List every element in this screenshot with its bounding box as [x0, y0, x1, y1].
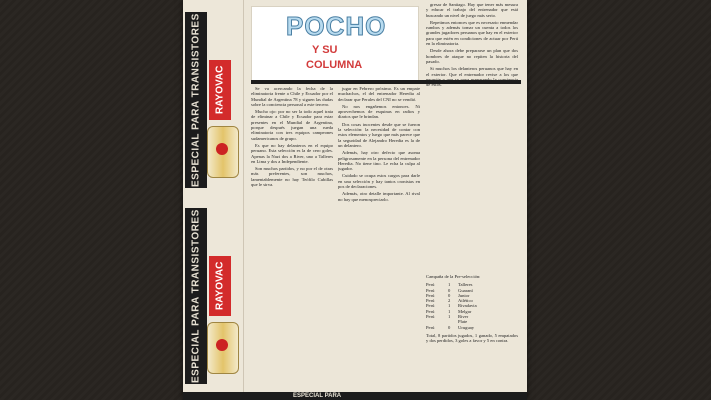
page-title: POCHO — [286, 11, 387, 41]
paragraph: Además, otro detalle importante. Al rival no hay que menospreciarlo. — [338, 191, 420, 202]
paragraph: Se va acercando la fecha de la eliminatoria frente a Chile y Ecuador por el Mundial de Argentina 78 y siguen las dudas sobre la conciencia personal a este tercero. — [251, 86, 333, 107]
table-cell-opponent: River Plate — [458, 314, 469, 325]
ad-brand-label: RAYOVAC — [209, 60, 231, 120]
table-cell-score: 0 — [448, 287, 451, 293]
paragraph: Cuidado se ocupa estos cargos para darle en una selección y hay tantos cronistas en pos de declaraciones. — [338, 173, 420, 190]
results-table — [426, 274, 518, 344]
table-cell-team: Perú — [426, 308, 435, 314]
text-column-2 — [338, 86, 420, 392]
table-cell-opponent: Uruguay — [458, 324, 475, 330]
table-cell-score: 1 — [448, 308, 451, 314]
paragraph: No nos engañemos entonces. Ni aprovechemos de esquinas en radios y diarios que le brindan. — [338, 103, 420, 120]
table-cell-opponent: Junior — [458, 292, 470, 298]
paragraph: gresar de Santiago. Hay que tener más mesura y educar el trabajo del entrenador que está buscando un nivel de juego más serio. — [426, 2, 518, 18]
page-subtitle-2: COLUMNA — [306, 59, 363, 71]
table-cell-team: Perú — [426, 282, 435, 288]
table-cell-opponent: Melgar — [458, 308, 472, 314]
table-cell-opponent: Atlético — [458, 298, 473, 304]
table-cell-team: Perú — [426, 303, 435, 309]
table-cell-score: 0 — [448, 292, 451, 298]
ad-tagline: ESPECIAL PARA TRANSISTORES — [185, 208, 207, 384]
text-column-1 — [251, 86, 333, 392]
ad-tagline: ESPECIAL PARA TRANSISTORES — [185, 12, 207, 188]
ad-brand-label: RAYOVAC — [209, 256, 231, 316]
table-cell-team: Perú — [426, 314, 435, 320]
table-cell-score: 2 — [448, 298, 451, 304]
paragraph: Dos cosas inocentes desde que se fueron la selección: la necesidad de contar con estos elementos y luego que más parece que la seguridad de Alejandro Heredia es la de un delantero. — [338, 121, 420, 148]
footer-band: ESPECIAL PARA — [183, 392, 527, 400]
table-cell-opponent: Talleres — [458, 282, 473, 288]
paragraph: Desde ahora debe prepararse un plan que dos hombres de ataque no repiten la historia del pasado. — [426, 48, 518, 64]
table-footer: Total, 8 partidos jugados, 1 ganado, 5 empatados y dos perdidos, 3 goles a favor y 5 en contra. — [426, 332, 518, 344]
paragraph: Si muchos los delanteros peruanos que hay en el exterior. Que el entrenador revise a los que necesite y que se vaya preparando la conciencia de éstos. — [426, 66, 518, 88]
table-cell-opponent: Rivadavia — [458, 303, 477, 309]
paragraph: jugar en Febrero próximo. Es un empate muchachos, el del entrenador Heredia al declarar que Perales del CNI no se vendió. — [338, 86, 420, 102]
advertisement-block — [185, 200, 241, 395]
text-column-3 — [426, 2, 518, 272]
paragraph: Repetimos entonces que es necesario enmendar rumbos y además tomar un cuenta a todos los grandes jugadores peruanos que hay en el exterior para que estén en condiciones de actuar por Perú en la eliminatoria. — [426, 19, 518, 47]
table-cell-score: 0 — [448, 324, 451, 330]
magazine-page — [183, 0, 527, 400]
table-cell-score: 1 — [448, 303, 451, 309]
paragraph: Son muchos partidos, y no por el de otras más preferentes, son muchos, lamentablemente no hay Teófilo Cubillas que le sirva. — [251, 166, 333, 188]
table-cell-team: Perú — [426, 292, 435, 298]
battery-icon — [207, 322, 239, 374]
table-cell-score: 1 — [448, 282, 451, 288]
paragraph: Mucho ojo: por no ser la todo aquel trata de eliminar a Chile y Ecuador para estar presentes en el Mundial de Argentina, porque después juegan una rueda eliminatoria con tres equipos campeones sudamericanos de grupo. — [251, 109, 333, 141]
table-row — [426, 325, 518, 330]
table-row — [426, 314, 518, 325]
paragraph: Es que no hay delanteros en el equipo peruano. Esta selección es la de cero goles. Apenas la Nazi dos a River, uno a Talleres en Lima y dos a Independiente. — [251, 142, 333, 164]
table-body — [426, 282, 518, 330]
title-panel — [251, 6, 419, 82]
advertisement-strip — [183, 0, 244, 400]
table-cell-opponent: Guaraní — [458, 287, 473, 293]
battery-icon — [207, 126, 239, 178]
table-cell-team: Perú — [426, 298, 435, 304]
advertisement-block — [185, 4, 241, 199]
table-cell-team: Perú — [426, 324, 435, 330]
page-subtitle: Y SU — [312, 44, 338, 56]
table-cell-team: Perú — [426, 287, 435, 293]
article — [245, 0, 525, 400]
table-cell-score: 1 — [448, 314, 451, 320]
table-caption: Campaña de la Pre-selección: — [426, 274, 481, 279]
paragraph: Además, hay otro defecto que asoma peligrosamente en la persona del entrenador Heredia. No tiene tino. Le echa la culpa al jugador. — [338, 150, 420, 172]
